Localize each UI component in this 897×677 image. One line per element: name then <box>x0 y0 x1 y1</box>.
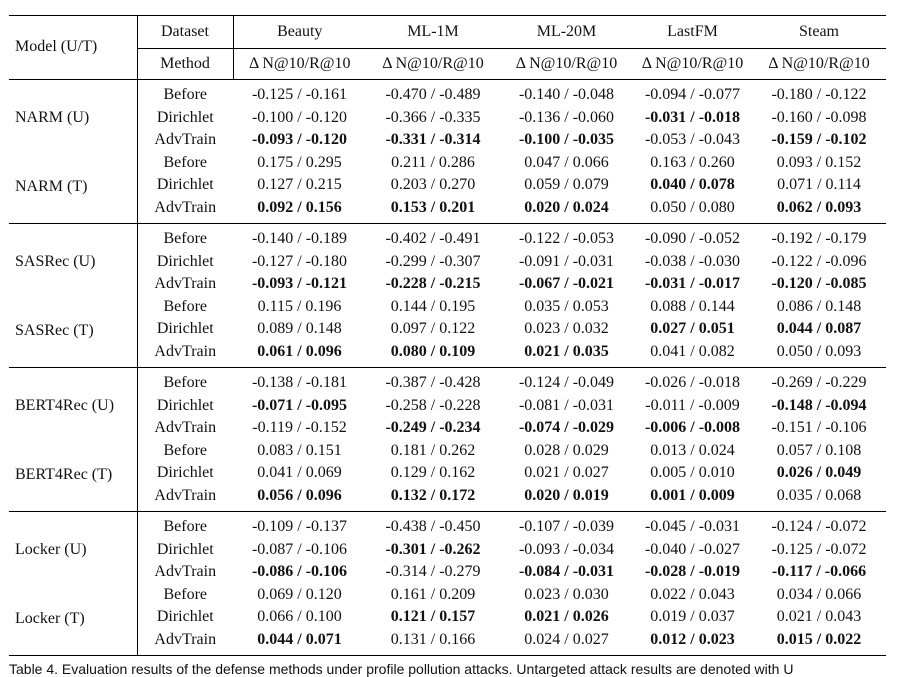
value-cell: 0.044 / 0.071 <box>257 630 342 648</box>
value-cell: 0.047 / 0.066 <box>524 153 609 171</box>
value-cell: -0.100 / -0.120 <box>251 108 348 126</box>
value-cell: -0.402 / -0.491 <box>385 230 481 247</box>
table-row <box>9 152 886 175</box>
value-cell: 0.026 / 0.049 <box>776 464 862 481</box>
value-cell: 0.203 / 0.270 <box>390 176 476 193</box>
table-row <box>9 440 886 463</box>
model-name: SASRec (U) <box>9 224 137 296</box>
dataset-lastfm: LastFM <box>667 22 718 40</box>
method-name: Before <box>163 153 208 171</box>
value-cell: 0.061 / 0.096 <box>257 342 342 360</box>
value-cell: -0.093 / -0.034 <box>518 540 615 558</box>
table-row <box>9 629 886 656</box>
model-name: BERT4Rec (T) <box>9 440 137 512</box>
method-name: Before <box>163 86 208 103</box>
results-body <box>9 80 886 656</box>
table-row <box>9 606 886 629</box>
value-cell: 0.057 / 0.108 <box>776 441 862 459</box>
model-name: NARM (U) <box>9 80 137 152</box>
value-cell: -0.192 / -0.179 <box>771 230 867 247</box>
value-cell: -0.031 / -0.018 <box>644 108 741 126</box>
value-cell: 0.175 / 0.295 <box>257 153 342 171</box>
value-cell: 0.022 / 0.043 <box>650 585 735 603</box>
value-cell: 0.097 / 0.122 <box>390 320 476 337</box>
value-cell: 0.093 / 0.152 <box>776 153 862 171</box>
table-row <box>9 341 886 368</box>
method-name: Dirichlet <box>156 176 214 193</box>
value-cell: -0.067 / -0.021 <box>518 275 615 292</box>
table-row <box>9 417 886 440</box>
value-cell: -0.125 / -0.072 <box>771 540 867 558</box>
value-cell: -0.040 / -0.027 <box>644 540 741 558</box>
value-cell: 0.127 / 0.215 <box>257 176 342 193</box>
value-cell: 0.059 / 0.079 <box>524 176 609 193</box>
value-cell: -0.053 / -0.043 <box>644 131 741 148</box>
value-cell: -0.031 / -0.017 <box>644 275 741 292</box>
method-name: AdvTrain <box>154 131 217 148</box>
method-name: Before <box>163 441 208 459</box>
value-cell: -0.091 / -0.031 <box>518 252 615 270</box>
value-cell: -0.087 / -0.106 <box>251 540 348 558</box>
table-row <box>9 224 886 251</box>
method-name: Before <box>163 297 208 315</box>
value-cell: -0.094 / -0.077 <box>644 86 741 103</box>
table-row <box>9 395 886 418</box>
value-cell: 0.020 / 0.024 <box>524 198 609 216</box>
value-cell: 0.015 / 0.022 <box>776 630 862 648</box>
value-cell: -0.470 / -0.489 <box>385 86 481 103</box>
value-cell: -0.011 / -0.009 <box>645 396 740 414</box>
value-cell: 0.012 / 0.023 <box>650 630 735 648</box>
value-cell: -0.331 / -0.314 <box>385 131 481 148</box>
value-cell: -0.301 / -0.262 <box>385 540 481 558</box>
method-name: AdvTrain <box>154 630 217 648</box>
method-name: AdvTrain <box>154 486 217 504</box>
value-cell: -0.081 / -0.031 <box>518 396 615 414</box>
dataset-ml20m: ML-20M <box>536 22 597 40</box>
value-cell: -0.090 / -0.052 <box>644 230 741 247</box>
model-name: NARM (T) <box>9 152 137 224</box>
value-cell: 0.019 / 0.037 <box>650 608 735 625</box>
value-cell: -0.124 / -0.072 <box>771 518 867 535</box>
value-cell: -0.120 / -0.085 <box>771 275 867 292</box>
table-row <box>9 584 886 607</box>
value-cell: -0.124 / -0.049 <box>518 374 615 391</box>
method-name: Dirichlet <box>156 464 214 481</box>
value-cell: -0.071 / -0.095 <box>251 396 348 414</box>
value-cell: 0.024 / 0.027 <box>524 630 609 648</box>
method-name: Before <box>163 518 208 535</box>
value-cell: 0.044 / 0.087 <box>776 320 862 337</box>
value-cell: 0.086 / 0.148 <box>776 297 862 315</box>
value-cell: -0.138 / -0.181 <box>251 374 348 391</box>
table-row <box>9 296 886 319</box>
table-row <box>9 561 886 584</box>
value-cell: 0.034 / 0.066 <box>776 585 862 603</box>
value-cell: 0.092 / 0.156 <box>257 198 342 216</box>
method-name: Dirichlet <box>156 540 214 558</box>
value-cell: 0.021 / 0.026 <box>524 608 609 625</box>
value-cell: -0.100 / -0.035 <box>518 131 615 148</box>
value-cell: 0.050 / 0.093 <box>776 342 862 360</box>
value-cell: 0.050 / 0.080 <box>650 198 735 216</box>
table-row <box>9 107 886 130</box>
value-cell: 0.153 / 0.201 <box>390 198 476 216</box>
value-cell: 0.020 / 0.019 <box>524 486 609 504</box>
method-name: Dirichlet <box>156 252 214 270</box>
table-caption: Table 4. Evaluation results of the defense methods under profile pollution attacks. Untargeted attack results are denoted with U <box>9 661 794 677</box>
value-cell: -0.140 / -0.048 <box>518 86 615 103</box>
value-cell: -0.136 / -0.060 <box>518 108 615 126</box>
table-row <box>9 368 886 395</box>
value-cell: -0.180 / -0.122 <box>771 86 867 103</box>
model-header: Model (U/T) <box>9 16 137 80</box>
metric-header: Δ N@10/R@10 <box>768 54 870 72</box>
value-cell: -0.109 / -0.137 <box>251 518 348 535</box>
header-row-datasets <box>9 16 886 49</box>
value-cell: -0.084 / -0.031 <box>518 563 615 580</box>
value-cell: -0.127 / -0.180 <box>251 252 348 270</box>
value-cell: 0.040 / 0.078 <box>650 176 735 193</box>
value-cell: -0.093 / -0.120 <box>251 131 348 148</box>
value-cell: -0.125 / -0.161 <box>251 86 348 103</box>
value-cell: -0.107 / -0.039 <box>518 518 615 535</box>
value-cell: -0.228 / -0.215 <box>385 275 481 292</box>
metric-header: Δ N@10/R@10 <box>515 54 618 72</box>
value-cell: 0.005 / 0.010 <box>650 464 735 481</box>
header-row-metrics <box>9 49 886 80</box>
value-cell: 0.041 / 0.082 <box>650 342 735 360</box>
value-cell: 0.115 / 0.196 <box>257 297 342 315</box>
value-cell: 0.023 / 0.030 <box>524 585 609 603</box>
value-cell: 0.161 / 0.209 <box>390 585 476 603</box>
value-cell: 0.144 / 0.195 <box>390 297 476 315</box>
value-cell: 0.181 / 0.262 <box>390 441 476 459</box>
method-name: AdvTrain <box>154 198 217 216</box>
value-cell: 0.066 / 0.100 <box>257 608 342 625</box>
table-row <box>9 129 886 152</box>
results-table <box>9 15 886 656</box>
value-cell: -0.086 / -0.106 <box>251 563 348 580</box>
value-cell: 0.121 / 0.157 <box>390 608 476 625</box>
dataset-ml1m: ML-1M <box>407 22 459 40</box>
method-name: AdvTrain <box>154 275 217 292</box>
value-cell: 0.131 / 0.166 <box>390 630 476 648</box>
table-row <box>9 462 886 485</box>
value-cell: 0.035 / 0.053 <box>524 297 609 315</box>
method-name: Before <box>163 374 208 391</box>
value-cell: 0.023 / 0.032 <box>524 320 609 337</box>
method-name: Dirichlet <box>156 608 214 625</box>
value-cell: -0.045 / -0.031 <box>644 518 741 535</box>
method-name: AdvTrain <box>154 563 217 580</box>
table-row <box>9 251 886 274</box>
value-cell: 0.163 / 0.260 <box>650 153 735 171</box>
metric-header: Δ N@10/R@10 <box>248 54 351 72</box>
value-cell: -0.160 / -0.098 <box>771 108 867 126</box>
value-cell: -0.119 / -0.152 <box>252 419 347 436</box>
method-name: Dirichlet <box>156 108 214 126</box>
method-name: Before <box>163 585 208 603</box>
metric-header: Δ N@10/R@10 <box>382 54 484 72</box>
value-cell: 0.001 / 0.009 <box>650 486 735 504</box>
table-row <box>9 273 886 296</box>
value-cell: -0.438 / -0.450 <box>385 518 481 535</box>
value-cell: -0.387 / -0.428 <box>385 374 481 391</box>
model-name: BERT4Rec (U) <box>9 368 137 440</box>
table-row <box>9 174 886 197</box>
dataset-header: Dataset <box>137 16 233 49</box>
value-cell: -0.026 / -0.018 <box>644 374 741 391</box>
value-cell: -0.159 / -0.102 <box>771 131 867 148</box>
value-cell: 0.021 / 0.043 <box>776 608 862 625</box>
dataset-beauty: Beauty <box>277 22 323 40</box>
value-cell: 0.021 / 0.027 <box>524 464 609 481</box>
value-cell: -0.122 / -0.053 <box>518 230 615 247</box>
value-cell: 0.089 / 0.148 <box>257 320 342 337</box>
table-row <box>9 485 886 512</box>
value-cell: 0.211 / 0.286 <box>391 153 475 171</box>
value-cell: -0.006 / -0.008 <box>644 419 741 436</box>
dataset-steam: Steam <box>799 22 839 40</box>
value-cell: -0.366 / -0.335 <box>385 108 481 126</box>
method-name: Dirichlet <box>156 396 214 414</box>
table-row <box>9 80 886 107</box>
value-cell: -0.269 / -0.229 <box>771 374 867 391</box>
value-cell: 0.080 / 0.109 <box>390 342 476 360</box>
value-cell: 0.071 / 0.114 <box>777 176 861 193</box>
value-cell: 0.132 / 0.172 <box>390 486 476 504</box>
value-cell: -0.140 / -0.189 <box>251 230 348 247</box>
table-row <box>9 318 886 341</box>
value-cell: -0.093 / -0.121 <box>251 275 348 292</box>
table-row <box>9 197 886 224</box>
value-cell: 0.069 / 0.120 <box>257 585 342 603</box>
value-cell: -0.038 / -0.030 <box>644 252 741 270</box>
value-cell: -0.028 / -0.019 <box>644 563 741 580</box>
model-name: Locker (U) <box>9 512 137 584</box>
value-cell: 0.013 / 0.024 <box>650 441 735 459</box>
method-name: Before <box>163 230 208 247</box>
value-cell: 0.062 / 0.093 <box>776 198 862 216</box>
value-cell: -0.258 / -0.228 <box>385 396 481 414</box>
value-cell: 0.028 / 0.029 <box>524 441 609 459</box>
model-name: SASRec (T) <box>9 296 137 368</box>
value-cell: 0.041 / 0.069 <box>257 464 342 481</box>
method-name: Dirichlet <box>156 320 214 337</box>
table-row <box>9 539 886 562</box>
value-cell: 0.083 / 0.151 <box>257 441 342 459</box>
model-name: Locker (T) <box>9 584 137 656</box>
value-cell: -0.151 / -0.106 <box>771 419 867 436</box>
method-header: Method <box>137 49 233 80</box>
method-name: AdvTrain <box>154 342 217 360</box>
method-name: AdvTrain <box>154 419 217 436</box>
value-cell: -0.148 / -0.094 <box>771 396 867 414</box>
value-cell: -0.122 / -0.096 <box>771 252 867 270</box>
value-cell: 0.129 / 0.162 <box>390 464 476 481</box>
value-cell: 0.056 / 0.096 <box>257 486 342 504</box>
value-cell: -0.074 / -0.029 <box>518 419 615 436</box>
value-cell: 0.035 / 0.068 <box>776 486 862 504</box>
value-cell: 0.027 / 0.051 <box>650 320 735 337</box>
value-cell: -0.314 / -0.279 <box>385 563 481 580</box>
value-cell: -0.249 / -0.234 <box>385 419 481 436</box>
value-cell: -0.299 / -0.307 <box>385 252 481 270</box>
value-cell: 0.088 / 0.144 <box>650 297 735 315</box>
value-cell: -0.117 / -0.066 <box>771 563 867 580</box>
table-row <box>9 512 886 539</box>
value-cell: 0.021 / 0.035 <box>524 342 609 360</box>
metric-header: Δ N@10/R@10 <box>641 54 744 72</box>
